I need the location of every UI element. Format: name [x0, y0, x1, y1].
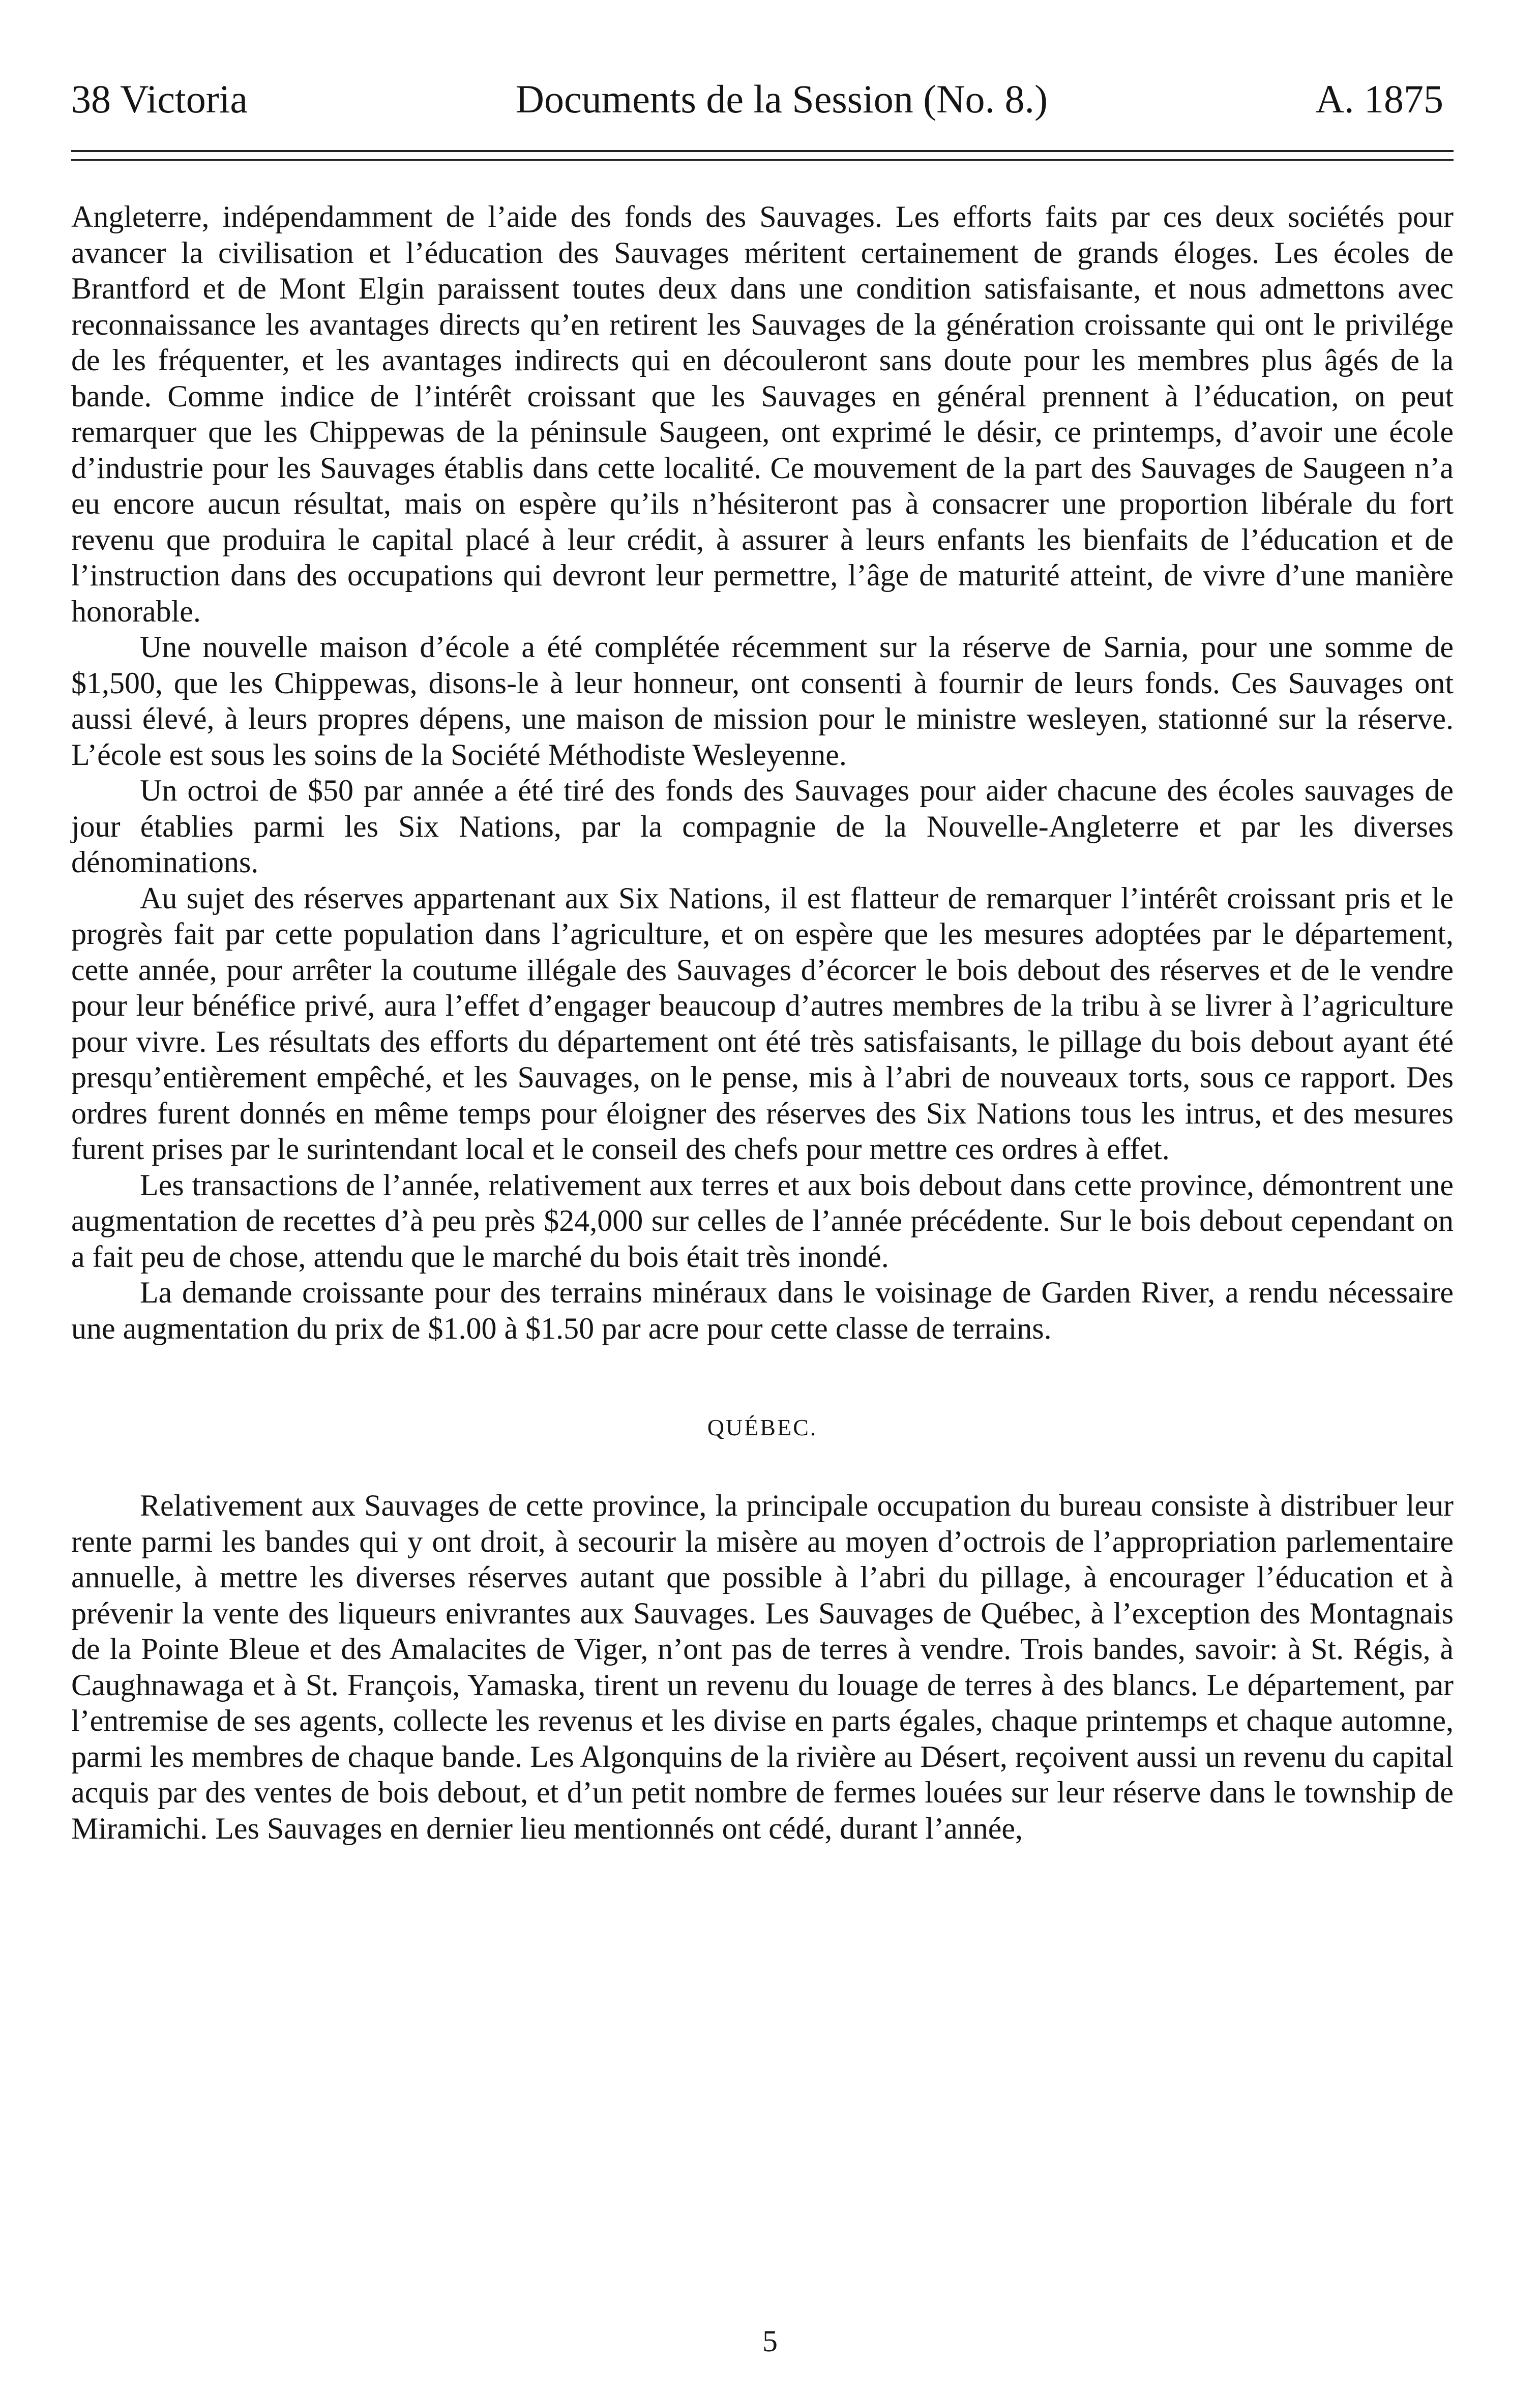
page-number: 5 — [762, 2324, 778, 2358]
header-year: A. 1875 — [1315, 77, 1443, 121]
header-rule-bottom — [71, 159, 1454, 161]
paragraph-mineral-lands: La demande croissante pour des terrains minéraux dans le voisinage de Garden River, a rendu nécessaire une augmentation du prix de $1.00 à $1.50 par acre pour cette classe de terrains. — [71, 1276, 1454, 1345]
paragraph-sarnia-school: Une nouvelle maison d’école a été complétée récemment sur la réserve de Sarnia, pour une somme de $1,500, que les Chippewas, disons-le à leur honneur, ont consenti à fournir de leurs fonds. Ces Sauvages ont aussi élevé, à leurs propres dépens, une maison de mission pour le ministre wesleyen, stationné sur la réserve. L’école est sous les soins de la Société Méthodiste Wesleyenne. — [71, 630, 1454, 772]
header-volume: 38 Victoria — [71, 77, 248, 121]
header-title: Documents de la Session (No. 8.) — [515, 77, 1048, 121]
header-double-rule — [71, 150, 1454, 161]
running-header — [71, 76, 1454, 122]
paragraph-six-nations: Au sujet des réserves appartenant aux Six Nations, il est flatteur de remarquer l’intérêt croissant pris et le progrès fait par cette population dans l’agriculture, et on espère que les mesures adoptées par le département, cette année, pour arrêter la coutume illégale des Sauvages d’écorcer le bois debout des réserves et de le vendre pour leur bénéfice privé, aura l’effet d’engager beaucoup d’autres membres de la tribu à se livrer à l’agriculture pour vivre. Les résultats des efforts du département ont été très satisfaisants, le pillage du bois debout ayant été presqu’entièrement empêché, et les Sauvages, on le pense, mis à l’abri de nouveaux torts, sous ce rapport. Des ordres furent donnés en même temps pour éloigner des réserves des Six Nations tous les intrus, et des mesures furent prises par le surintendant local et le conseil des chefs pour mettre ces ordres à effet. — [71, 881, 1454, 1166]
body-text — [71, 199, 1454, 1846]
paragraph-continuation: Angleterre, indépendamment de l’aide des fonds des Sauvages. Les efforts faits par ces deux sociétés pour avancer la civilisation et l’éducation des Sauvages méritent certainement de grands éloges. Les écoles de Brantford et de Mont Elgin paraissent toutes deux dans une condition satisfaisante, et nous admettons avec reconnaissance les avantages directs qu’en retirent les Sauvages de la génération croissante qui ont le privilége de les fréquenter, et les avantages indirects qui en découleront sans doute pour les membres plus âgés de la bande. Comme indice de l’intérêt croissant que les Sauvages en général prennent à l’éducation, on peut remarquer que les Chippewas de la péninsule Saugeen, ont exprimé le désir, ce printemps, d’avoir une école d’industrie pour les Sauvages établis dans cette localité. Ce mouvement de la part des Sauvages de Saugeen n’a eu encore aucun résultat, mais on espère qu’ils n’hésiteront pas à consacrer une proportion libérale du fort revenu que produira le capital placé à leur crédit, à assurer à leurs enfants les bienfaits de l’éducation et de l’instruction dans des occupations qui devront leur permettre, l’âge de maturité atteint, de vivre d’une manière honorable. — [71, 200, 1454, 628]
paragraph-quebec: Relativement aux Sauvages de cette province, la principale occupation du bureau consiste à distribuer leur rente parmi les bandes qui y ont droit, à secourir la misère au moyen d’octrois de l’appropriation parlementaire annuelle, à mettre les diverses réserves autant que possible à l’abri du pillage, à encourager l’éducation et à prévenir la vente des liqueurs enivrantes aux Sauvages. Les Sauvages de Québec, à l’exception des Montagnais de la Pointe Bleue et des Amalacites de Viger, n’ont pas de terres à vendre. Trois bandes, savoir: à St. Régis, à Caughnawaga et à St. François, Yamaska, tirent un revenu du louage de terres à des blancs. Le département, par l’entremise de ses agents, collecte les revenus et les divise en parts égales, chaque printemps et chaque automne, parmi les membres de chaque bande. Les Algonquins de la rivière au Désert, reçoivent aussi un revenu du capital acquis par des ventes de bois debout, et d’un petit nombre de fermes louées sur leur réserve dans le township de Miramichi. Les Sauvages en dernier lieu mentionnés ont cédé, durant l’année, — [71, 1489, 1454, 1845]
header-rule-top — [71, 150, 1454, 152]
paragraph-land-transactions: Les transactions de l’année, relativement aux terres et aux bois debout dans cette province, démontrent une augmentation de recettes d’à peu près $24,000 sur celles de l’année précédente. Sur le bois debout cependant on a fait peu de chose, attendu que le marché du bois était très inondé. — [71, 1168, 1454, 1274]
paragraph-school-grant: Un octroi de $50 par année a été tiré des fonds des Sauvages pour aider chacune des écoles sauvages de jour établies parmi les Six Nations, par la compagnie de la Nouvelle-Angleterre et par les diverses dénominations. — [71, 774, 1454, 879]
section-heading-quebec: QUÉBEC. — [707, 1414, 818, 1440]
